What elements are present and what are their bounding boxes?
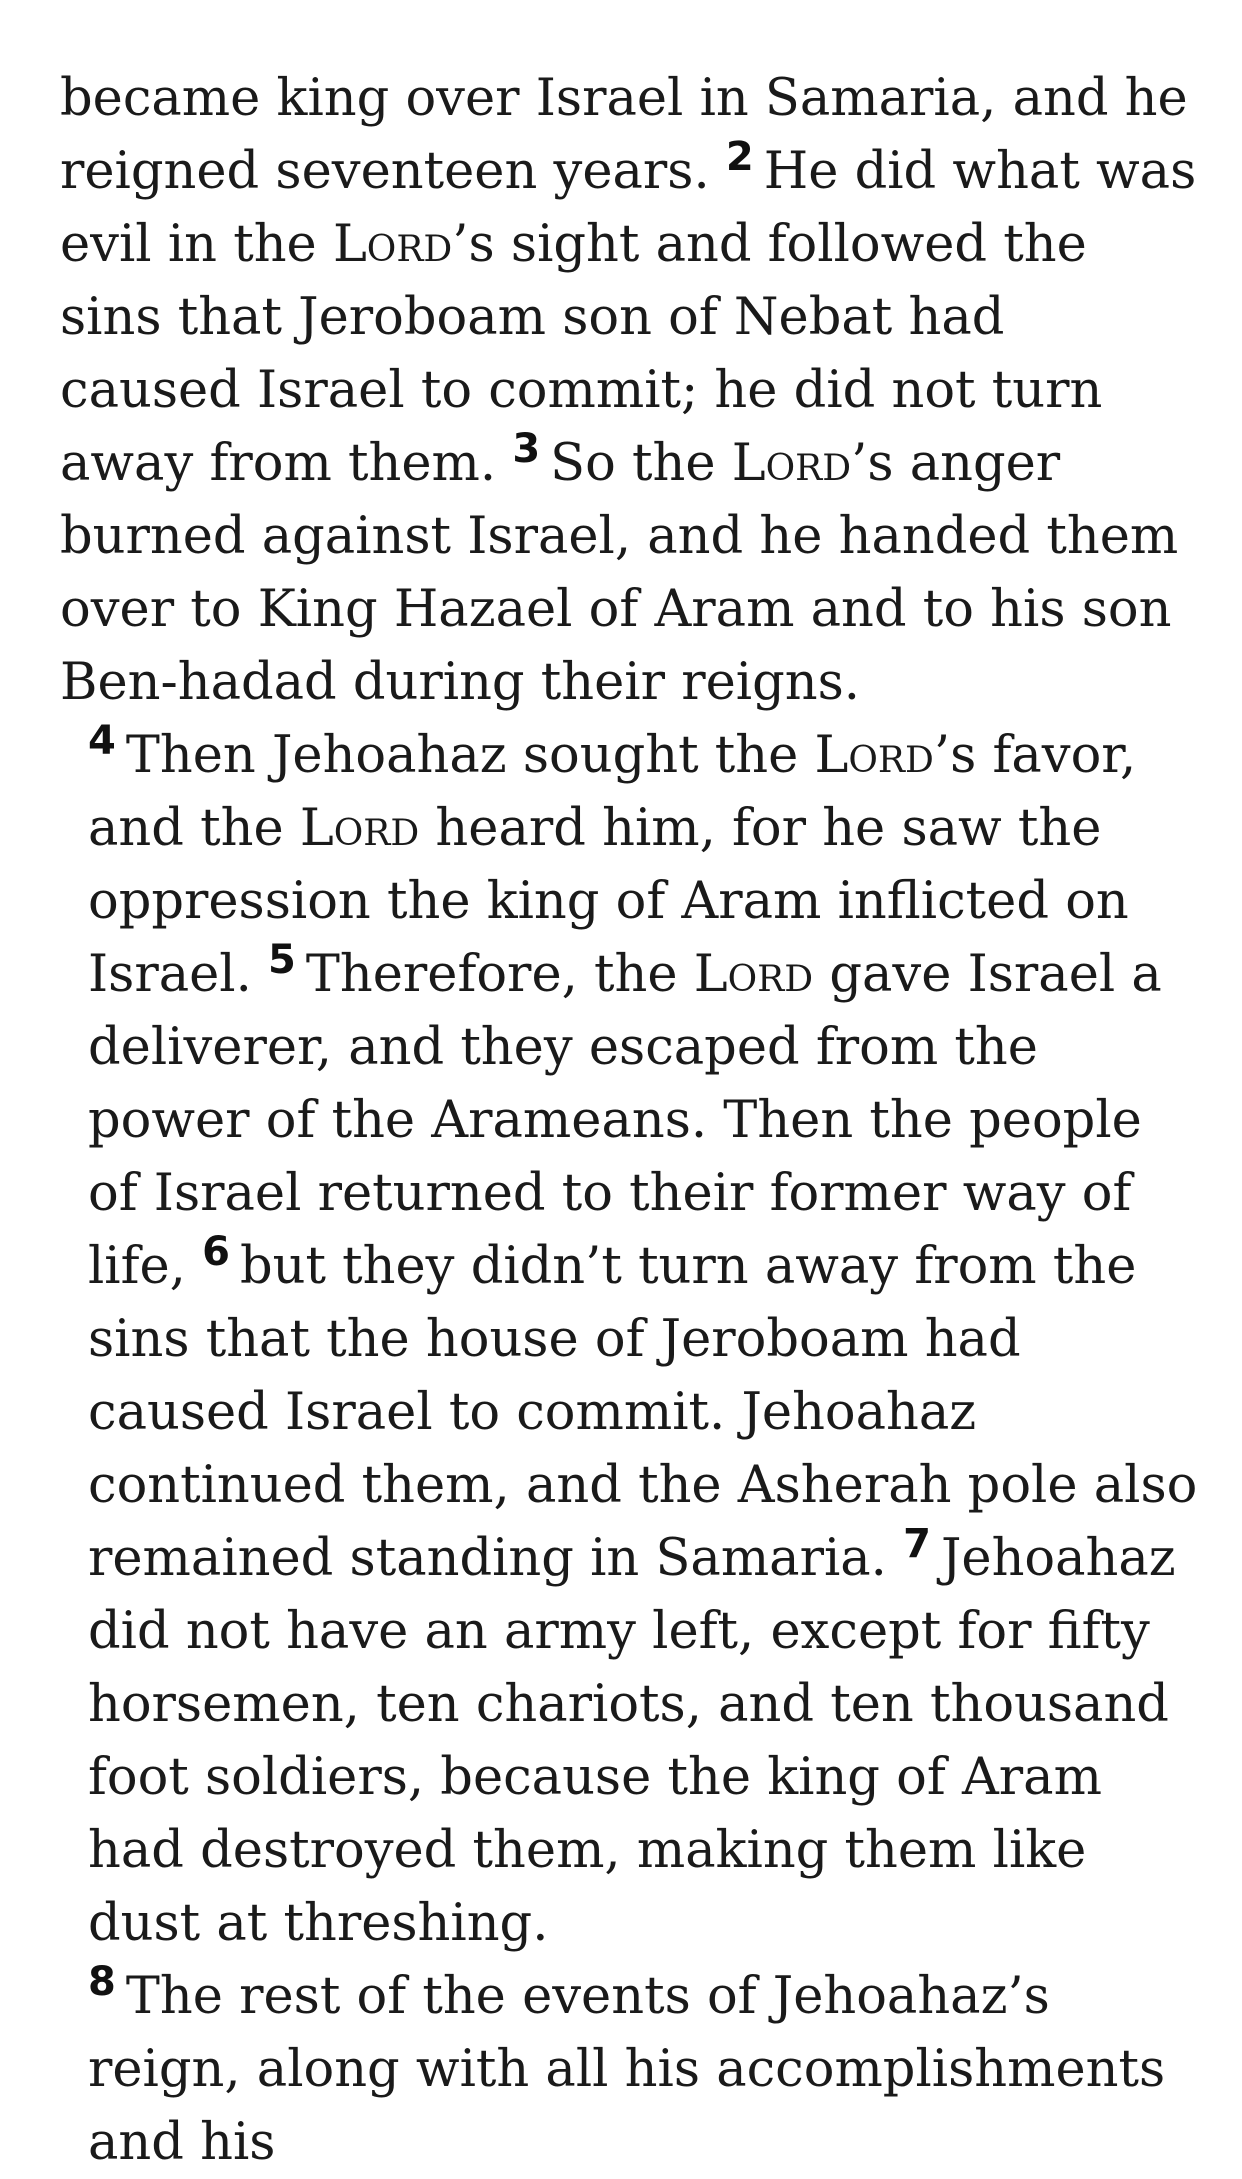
divine-name: Lord: [731, 434, 852, 493]
verse-text: ’s anger burned against Israel, and he handed them over to King Hazael of Aram and to his son Ben-hadad during their reigns.: [60, 434, 1179, 712]
verse-number-7[interactable]: 7: [903, 1521, 931, 1567]
verse-text: became king over Israel in Samaria, and he reigned seventeen years.: [60, 69, 1188, 201]
verse-text: heard him, for he saw the oppression the king of Aram inflicted on Israel.: [88, 799, 1129, 1004]
verse-text: Jehoahaz did not have an army left, except for fifty horsemen, ten chariots, and ten thousand foot soldiers, because the king of Aram had destroyed them, making them like dust at threshing.: [88, 1529, 1176, 1953]
verse-text: but they didn’t turn away from the sins that the house of Jeroboam had caused Israel to commit. Jehoahaz continued them, and the Asherah pole also remained standing in Samaria.: [88, 1237, 1198, 1588]
verse-number-5[interactable]: 5: [268, 937, 296, 983]
verse-text: ’s sight and followed the sins that Jeroboam son of Nebat had caused Israel to commit; he did not turn away from them.: [60, 215, 1103, 493]
paragraph: [60, 719, 1200, 1960]
paragraph: [60, 62, 1200, 719]
divine-name: Lord: [814, 726, 934, 785]
verse-number-3[interactable]: 3: [512, 426, 541, 472]
verse-text: Then Jehoahaz sought the: [125, 726, 815, 785]
verse-text: He did what was evil in the: [60, 142, 1197, 274]
verse-text: gave Israel a deliverer, and they escaped from the power of the Arameans. Then the people of Israel returned to their former way of life,: [88, 945, 1162, 1296]
divine-name: Lord: [332, 215, 453, 274]
verse-text: Therefore, the: [305, 945, 694, 1004]
verse-number-4[interactable]: 4: [88, 718, 116, 764]
scripture-text: [60, 62, 1200, 2179]
paragraph: [60, 1960, 1200, 2179]
verse-text: The rest of the events of Jehoahaz’s reign, along with all his accomplishments and his: [88, 1967, 1166, 2172]
verse-text: So the: [550, 434, 732, 493]
verse-number-6[interactable]: 6: [202, 1229, 230, 1275]
divine-name: Lord: [693, 945, 814, 1004]
verse-number-8[interactable]: 8: [88, 1959, 116, 2005]
verse-number-2[interactable]: 2: [725, 134, 754, 180]
divine-name: Lord: [299, 799, 420, 858]
verse-text: ’s favor, and the: [88, 726, 1137, 858]
